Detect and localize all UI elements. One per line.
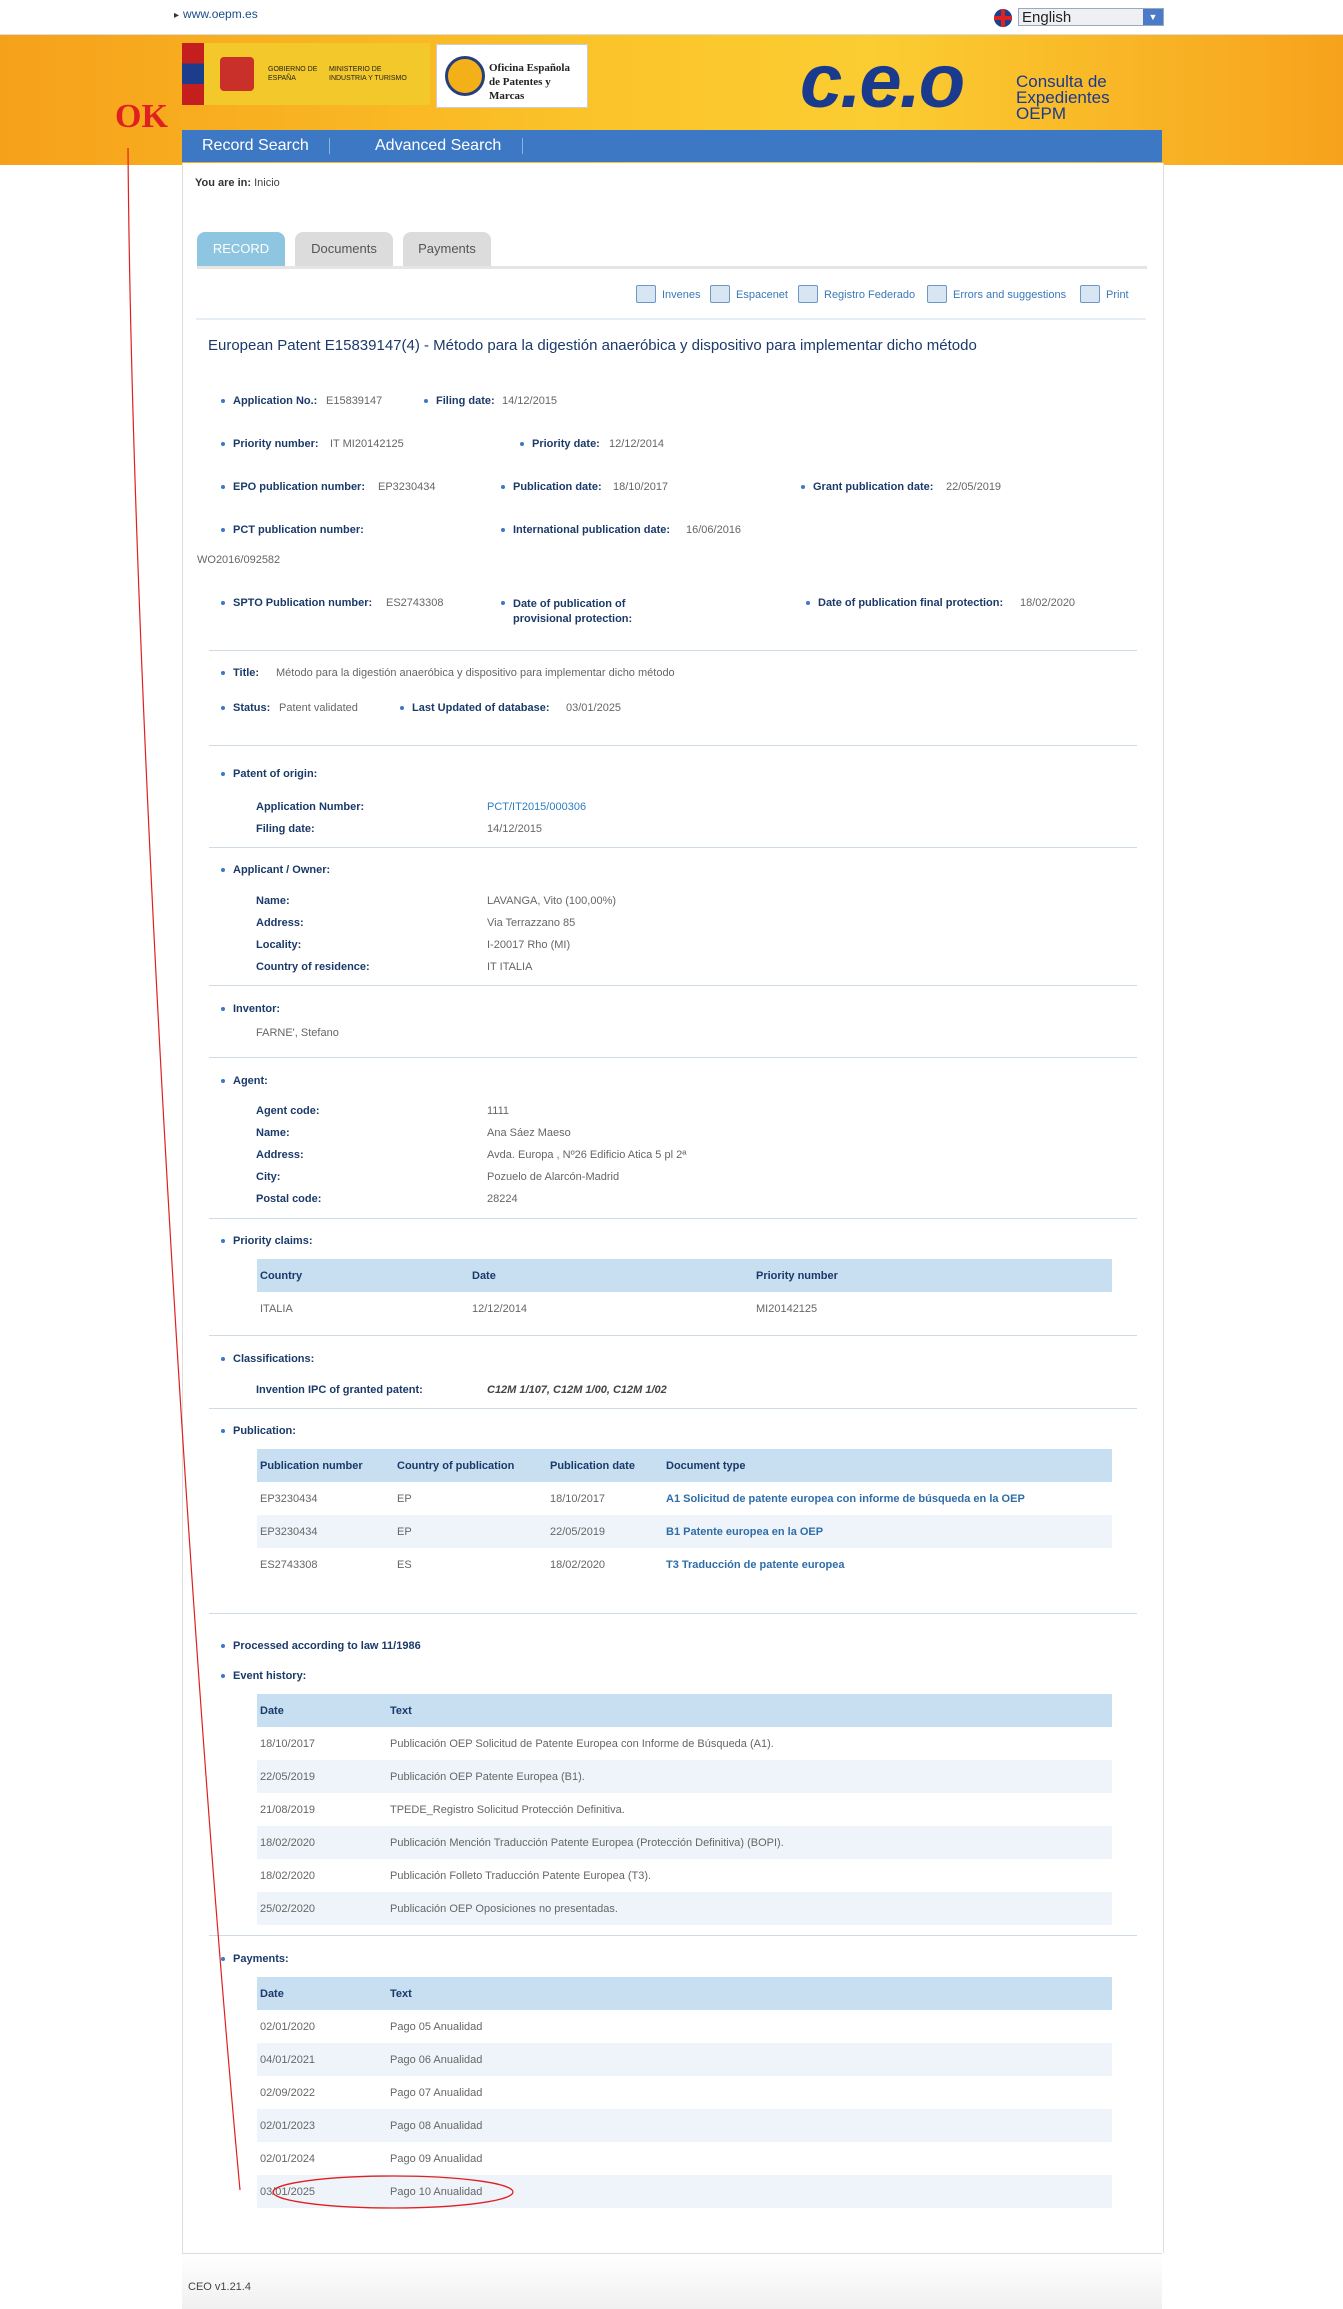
column-header: Text bbox=[387, 1694, 1112, 1727]
print-link[interactable] bbox=[1080, 284, 1129, 306]
patent-origin-heading: Patent of origin: bbox=[233, 768, 318, 780]
origin-filing-label: Filing date: bbox=[256, 823, 315, 835]
column-header: Country bbox=[257, 1259, 469, 1292]
breadcrumb-item[interactable]: Inicio bbox=[254, 177, 280, 189]
table-cell: 22/05/2019 bbox=[257, 1760, 387, 1793]
applicant-country-value: IT ITALIA bbox=[487, 961, 533, 973]
registro-federado-link[interactable] bbox=[798, 284, 915, 306]
table-row bbox=[257, 1793, 1112, 1826]
table-row bbox=[257, 1482, 1112, 1515]
divider bbox=[209, 1218, 1137, 1219]
table-row bbox=[257, 1515, 1112, 1548]
inventor-name: FARNE', Stefano bbox=[256, 1027, 339, 1039]
divider bbox=[209, 985, 1137, 986]
spto-publication-value: ES2743308 bbox=[386, 597, 444, 609]
table-row bbox=[257, 1727, 1112, 1760]
publication-date-value: 18/10/2017 bbox=[613, 481, 669, 493]
divider bbox=[209, 650, 1137, 651]
ceo-subtitle bbox=[1016, 74, 1110, 122]
column-header: Date bbox=[257, 1977, 387, 2010]
publication-date-label: Publication date: bbox=[513, 481, 602, 493]
status-value: Patent validated bbox=[279, 702, 358, 714]
ceo-logo[interactable]: c.e.o bbox=[800, 39, 964, 124]
invenes-link[interactable] bbox=[636, 284, 701, 306]
table-row bbox=[257, 1892, 1112, 1925]
chevron-down-icon[interactable]: ▼ bbox=[1143, 9, 1163, 25]
law-note: Processed according to law 11/1986 bbox=[233, 1640, 421, 1652]
table-header-row bbox=[257, 1977, 1112, 2010]
priority-number-value: IT MI20142125 bbox=[330, 438, 404, 450]
table-cell: 02/01/2023 bbox=[257, 2109, 387, 2142]
table-cell: EP3230434 bbox=[257, 1515, 394, 1548]
inventor-heading: Inventor: bbox=[233, 1003, 281, 1015]
table-cell: 21/08/2019 bbox=[260, 1803, 316, 1816]
tool-label: Print bbox=[1106, 289, 1129, 301]
column-header: Text bbox=[387, 1977, 1112, 2010]
column-header: Document type bbox=[663, 1449, 1112, 1482]
footer bbox=[182, 2253, 1162, 2309]
ministry-label: MINISTERIO DE INDUSTRIA Y TURISMO bbox=[329, 66, 407, 82]
divider bbox=[209, 847, 1137, 848]
applicant-address-value: Via Terrazzano 85 bbox=[487, 917, 576, 929]
last-updated-value: 03/01/2025 bbox=[566, 702, 622, 714]
international-publication-value: 16/06/2016 bbox=[686, 524, 742, 536]
table-cell: Pago 09 Anualidad bbox=[390, 2152, 483, 2165]
application-no-label: Application No.: bbox=[233, 395, 318, 407]
agent-code-value: 1111 bbox=[487, 1105, 510, 1117]
table-row bbox=[257, 1292, 1112, 1325]
table-header-row bbox=[257, 1259, 1112, 1292]
title-value: Método para la digestión anaeróbica y dispositivo para implementar dicho método bbox=[276, 667, 675, 679]
filing-date-label: Filing date: bbox=[436, 395, 495, 407]
nav-separator bbox=[522, 138, 523, 154]
provisional-label-line1: Date of publication of bbox=[513, 598, 626, 610]
priority-claims-table bbox=[257, 1259, 1112, 1325]
oepm-logo[interactable] bbox=[436, 44, 588, 108]
origin-app-label: Application Number: bbox=[256, 801, 365, 813]
nav-advanced-search[interactable]: Advanced Search bbox=[375, 137, 502, 154]
folder-icon bbox=[798, 285, 818, 303]
column-header: Date bbox=[469, 1259, 753, 1292]
table-cell: ITALIA bbox=[260, 1302, 293, 1315]
table-row bbox=[257, 2076, 1112, 2109]
table-cell: Pago 10 Anualidad bbox=[387, 2175, 1112, 2208]
table-cell: 02/09/2022 bbox=[260, 2086, 316, 2099]
table-cell: Pago 07 Anualidad bbox=[390, 2086, 483, 2099]
table-row bbox=[257, 1859, 1112, 1892]
errors-suggestions-link[interactable] bbox=[927, 284, 1066, 306]
publication-table bbox=[257, 1449, 1112, 1581]
agent-postal-label: Postal code: bbox=[256, 1193, 322, 1205]
table-cell: 04/01/2021 bbox=[257, 2043, 387, 2076]
column-header: Publication number bbox=[257, 1449, 394, 1482]
applicant-name-label: Name: bbox=[256, 895, 290, 907]
table-header-row bbox=[257, 1694, 1112, 1727]
breadcrumb-label: You are in: bbox=[195, 177, 252, 189]
grant-publication-label: Grant publication date: bbox=[813, 481, 934, 493]
table-row bbox=[257, 2010, 1112, 2043]
agent-address-value: Avda. Europa , Nº26 Edificio Atica 5 pl 2ª bbox=[487, 1149, 687, 1161]
document-type-link[interactable]: A1 Solicitud de patente europea con informe de búsqueda en la OEP bbox=[666, 1492, 1025, 1505]
agent-code-label: Agent code: bbox=[256, 1105, 320, 1117]
table-row bbox=[257, 2142, 1112, 2175]
table-cell: 18/02/2020 bbox=[257, 1826, 387, 1859]
agent-heading: Agent: bbox=[233, 1075, 268, 1087]
table-cell: Publicación OEP Oposiciones no presentadas. bbox=[387, 1892, 1112, 1925]
table-cell: Pago 05 Anualidad bbox=[390, 2020, 483, 2033]
tool-label: Registro Federado bbox=[824, 289, 916, 301]
table-cell: 18/02/2020 bbox=[550, 1558, 606, 1571]
government-logo[interactable] bbox=[182, 43, 430, 105]
agent-postal-value: 28224 bbox=[487, 1193, 518, 1205]
ipc-value: C12M 1/107, C12M 1/00, C12M 1/02 bbox=[487, 1384, 667, 1396]
language-select[interactable] bbox=[1018, 8, 1164, 26]
ipc-label: Invention IPC of granted patent: bbox=[256, 1384, 423, 1396]
espacenet-link[interactable] bbox=[710, 284, 788, 306]
column-header: Publication date bbox=[547, 1449, 663, 1482]
payments-table bbox=[257, 1977, 1112, 2208]
page-title: European Patent E15839147(4) - Método para la digestión anaeróbica y dispositivo para implementar dicho método bbox=[208, 337, 977, 354]
table-cell: 18/02/2020 bbox=[260, 1869, 316, 1882]
provisional-protection-label bbox=[513, 597, 632, 627]
divider bbox=[209, 1057, 1137, 1058]
nav-record-search[interactable]: Record Search bbox=[202, 137, 309, 154]
table-cell: 02/01/2020 bbox=[260, 2020, 316, 2033]
pct-publication-label: PCT publication number: bbox=[233, 524, 364, 536]
title-label: Title: bbox=[233, 667, 260, 679]
agent-name-label: Name: bbox=[256, 1127, 290, 1139]
table-cell: EP3230434 bbox=[260, 1492, 318, 1505]
tab-payments[interactable]: Payments bbox=[403, 232, 491, 266]
classifications-heading: Classifications: bbox=[233, 1353, 315, 1365]
spto-publication-label: SPTO Publication number: bbox=[233, 597, 373, 609]
table-cell: 22/05/2019 bbox=[547, 1515, 663, 1548]
final-protection-label: Date of publication final protection: bbox=[818, 597, 1004, 609]
table-row bbox=[257, 2175, 1112, 2208]
table-cell: Pago 08 Anualidad bbox=[387, 2109, 1112, 2142]
grant-publication-value: 22/05/2019 bbox=[946, 481, 1002, 493]
epo-publication-value: EP3230434 bbox=[378, 481, 436, 493]
origin-app-link[interactable]: PCT/IT2015/000306 bbox=[487, 801, 587, 813]
table-cell: MI20142125 bbox=[756, 1302, 818, 1315]
table-cell: Publicación OEP Solicitud de Patente Europea con Informe de Búsqueda (A1). bbox=[390, 1737, 774, 1750]
table-cell: 12/12/2014 bbox=[472, 1302, 528, 1315]
language-value: English bbox=[1022, 9, 1072, 26]
divider bbox=[209, 1935, 1137, 1936]
content-panel bbox=[182, 163, 1164, 2253]
priority-number-label: Priority number: bbox=[233, 438, 319, 450]
table-row bbox=[257, 2043, 1112, 2076]
gov-label: GOBIERNO DE ESPAÑA bbox=[268, 66, 318, 82]
last-updated-label: Last Updated of database: bbox=[412, 702, 550, 714]
tool-label: Errors and suggestions bbox=[953, 289, 1067, 301]
language-selector[interactable] bbox=[994, 7, 1172, 26]
event-history-heading: Event history: bbox=[233, 1670, 307, 1682]
table-header-row bbox=[257, 1449, 1112, 1482]
breadcrumb bbox=[195, 177, 280, 189]
filing-date-value: 14/12/2015 bbox=[502, 395, 558, 407]
applicant-locality-value: I-20017 Rho (MI) bbox=[487, 939, 571, 951]
flag-bars-icon bbox=[182, 43, 204, 105]
table-row bbox=[257, 1826, 1112, 1859]
table-cell: Publicación Folleto Traducción Patente Europea (T3). bbox=[390, 1869, 652, 1882]
divider bbox=[209, 1335, 1137, 1336]
print-icon bbox=[1080, 285, 1100, 303]
ceo-sub-line1: Consulta de bbox=[1016, 72, 1107, 91]
table-cell: EP bbox=[394, 1515, 547, 1548]
coat-of-arms-icon bbox=[220, 57, 254, 91]
oepm-name-line2: de Patentes y Marcas bbox=[489, 76, 551, 102]
uk-flag-icon bbox=[994, 9, 1012, 27]
table-cell: TPEDE_Registro Solicitud Protección Definitiva. bbox=[390, 1803, 625, 1816]
priority-date-value: 12/12/2014 bbox=[609, 438, 665, 450]
publication-heading: Publication: bbox=[233, 1425, 296, 1437]
oepm-link[interactable]: ▸ www.oepm.es bbox=[174, 7, 258, 21]
applicant-name-value: LAVANGA, Vito (100,00%) bbox=[487, 895, 617, 907]
document-type-link[interactable]: B1 Patente europea en la OEP bbox=[663, 1515, 1112, 1548]
table-cell: 18/10/2017 bbox=[260, 1737, 316, 1750]
annotation-ok: OK bbox=[115, 98, 168, 135]
tab-documents[interactable]: Documents bbox=[295, 232, 393, 266]
tool-label: Invenes bbox=[662, 289, 701, 301]
origin-filing-value: 14/12/2015 bbox=[487, 823, 543, 835]
main-nav bbox=[182, 130, 1162, 162]
applicant-country-label: Country of residence: bbox=[256, 961, 370, 973]
agent-address-label: Address: bbox=[256, 1149, 304, 1161]
column-header: Country of publication bbox=[394, 1449, 547, 1482]
table-cell: ES2743308 bbox=[260, 1558, 318, 1571]
event-history-table bbox=[257, 1694, 1112, 1925]
tool-label: Espacenet bbox=[736, 289, 788, 301]
applicant-locality-label: Locality: bbox=[256, 939, 302, 951]
document-type-link[interactable]: T3 Traducción de patente europea bbox=[666, 1558, 845, 1571]
table-cell: 18/10/2017 bbox=[550, 1492, 606, 1505]
status-label: Status: bbox=[233, 702, 271, 714]
pct-publication-value: WO2016/092582 bbox=[197, 554, 281, 566]
nav-separator bbox=[329, 138, 330, 154]
table-cell: 02/01/2024 bbox=[260, 2152, 316, 2165]
tab-record[interactable]: RECORD bbox=[197, 232, 285, 266]
folder-icon bbox=[710, 285, 730, 303]
table-row bbox=[257, 1760, 1112, 1793]
payments-heading: Payments: bbox=[233, 1953, 289, 1965]
provisional-label-line2: provisional protection: bbox=[513, 613, 633, 625]
table-cell: ES bbox=[397, 1558, 412, 1571]
table-cell: 03/01/2025 bbox=[257, 2175, 387, 2208]
agent-city-value: Pozuelo de Alarcón-Madrid bbox=[487, 1171, 620, 1183]
epo-publication-label: EPO publication number: bbox=[233, 481, 366, 493]
application-no-value: E15839147 bbox=[326, 395, 383, 407]
agent-city-label: City: bbox=[256, 1171, 281, 1183]
divider bbox=[209, 1613, 1137, 1614]
oepm-emblem-icon bbox=[445, 56, 485, 96]
agent-name-value: Ana Sáez Maeso bbox=[487, 1127, 571, 1139]
final-protection-value: 18/02/2020 bbox=[1020, 597, 1076, 609]
tools-icon bbox=[927, 285, 947, 303]
table-row bbox=[257, 2109, 1112, 2142]
column-header: Date bbox=[257, 1694, 387, 1727]
folder-icon bbox=[636, 285, 656, 303]
priority-date-label: Priority date: bbox=[532, 438, 600, 450]
oepm-name-line1: Oficina Española bbox=[489, 62, 570, 74]
top-bar bbox=[0, 0, 1343, 35]
applicant-address-label: Address: bbox=[256, 917, 304, 929]
international-publication-label: International publication date: bbox=[513, 524, 671, 536]
table-row bbox=[257, 1548, 1112, 1581]
priority-claims-heading: Priority claims: bbox=[233, 1235, 313, 1247]
ceo-sub-line2: Expedientes bbox=[1016, 88, 1110, 107]
table-cell: Pago 06 Anualidad bbox=[387, 2043, 1112, 2076]
divider bbox=[209, 745, 1137, 746]
table-cell: Publicación OEP Patente Europea (B1). bbox=[387, 1760, 1112, 1793]
divider bbox=[209, 1408, 1137, 1409]
applicant-heading: Applicant / Owner: bbox=[233, 864, 331, 876]
table-cell: Publicación Mención Traducción Patente Europea (Protección Definitiva) (BOPI). bbox=[387, 1826, 1112, 1859]
tab-underline bbox=[197, 266, 1147, 269]
ceo-sub-line3: OEPM bbox=[1016, 104, 1067, 123]
table-cell: 25/02/2020 bbox=[257, 1892, 387, 1925]
column-header: Priority number bbox=[753, 1259, 1112, 1292]
table-cell: EP bbox=[397, 1492, 412, 1505]
version-label: CEO v1.21.4 bbox=[188, 2281, 251, 2293]
